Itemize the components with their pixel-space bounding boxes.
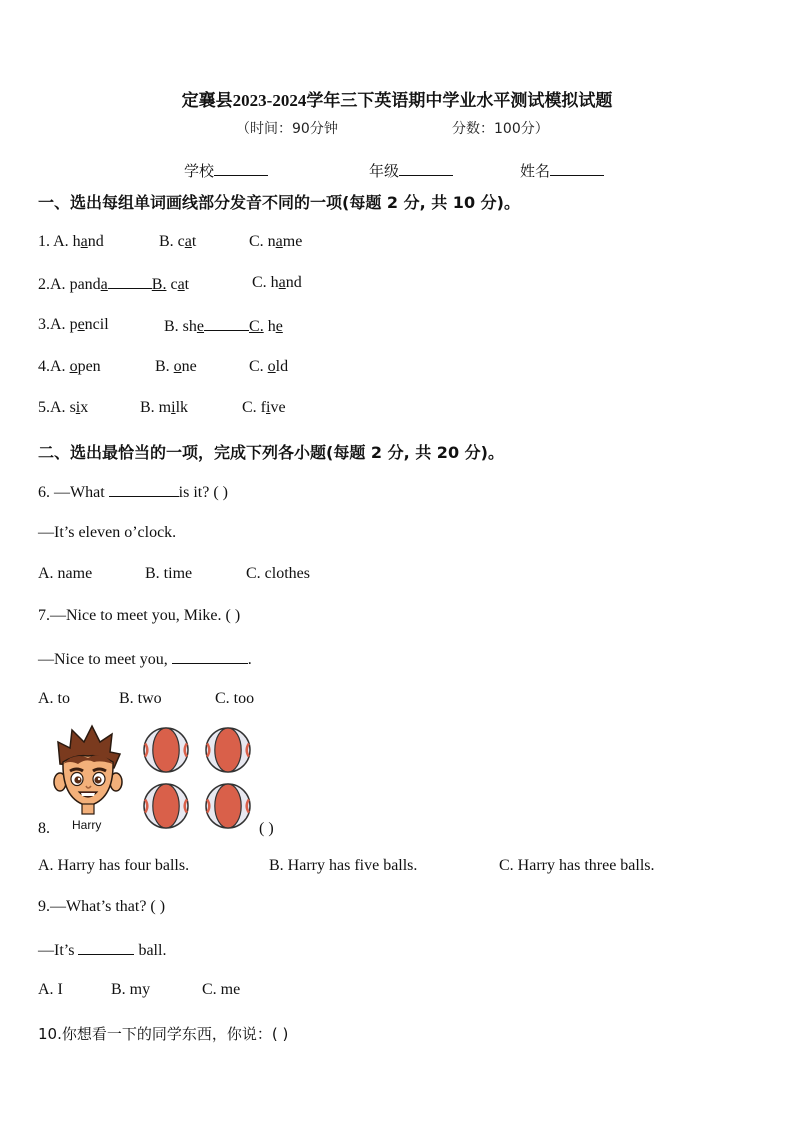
section1-heading: 一、选出每组单词画线部分发音不同的一项(每题 2 分, 共 10 分)。 [38,193,520,212]
q1-a: 1. A. hand [38,233,104,250]
q8-number: 8. [38,820,50,837]
q9-option-c: C. me [202,981,241,998]
section2-heading: 二、选出最恰当的一项，完成下列各小题(每题 2 分, 共 20 分)。 [38,443,504,462]
q3-a: 3.A. pencil [38,316,109,333]
q7-blank [172,649,248,664]
q9-option-b: B. my [111,981,151,998]
q6-answer-line: —It’s eleven o’clock. [38,524,177,541]
school-label: 学校 [184,162,215,180]
q9-stem: 9.—What’s that? ( ) [38,898,166,915]
name-blank [550,161,604,176]
q7-stem: 7.—Nice to meet you, Mike. ( ) [38,607,241,624]
beach-ball-icon [206,784,250,828]
exam-score: 分数：100分） [452,121,549,137]
q2-gap-line [108,274,152,289]
grade-label: 年级 [369,162,400,180]
q6-option-a: A. name [38,565,93,582]
q8-answer-paren: ( ) [259,820,274,837]
q2-c: C. hand [252,274,302,291]
q6-stem: 6. —What is it? ( ) [38,484,228,501]
q6-option-c: C. clothes [246,565,310,582]
q6-blank [109,482,179,497]
q9-option-a: A. I [38,981,63,998]
q8-option-b: B. Harry has five balls. [269,857,418,874]
q9-blank [78,940,134,955]
harry-cartoon-image [50,724,126,820]
q8-option-a: A. Harry has four balls. [38,857,190,874]
beach-ball-icon [206,728,250,772]
q5-c: C. five [242,399,286,416]
q6-option-b: B. time [145,565,193,582]
q10-stem: 10.你想看一下的同学东西，你说：( ) [38,1025,289,1043]
name-label: 姓名 [520,162,551,180]
q3-b: B. she C. he [164,318,283,335]
q5-b: B. milk [140,399,189,416]
q7-option-b: B. two [119,690,162,707]
school-field [184,160,268,181]
q3-gap-line [204,316,249,331]
q4-c: C. old [249,358,289,375]
q7-option-c: C. too [215,690,255,707]
name-field [520,160,604,181]
harry-caption: Harry [72,818,102,832]
grade-blank [399,161,453,176]
grade-field [369,160,453,181]
exam-time: （时间：90分钟 [236,121,338,137]
beach-ball-icon [144,784,188,828]
q7-option-a: A. to [38,690,70,707]
q4-a: 4.A. open [38,358,101,375]
q5-a: 5.A. six [38,399,89,416]
q4-b: B. one [155,358,197,375]
exam-title: 定襄县2023-2024学年三下英语期中学业水平测试模拟试题 [181,91,613,110]
q1-b: B. cat [159,233,197,250]
school-blank [214,161,268,176]
q9-answer: —It’s ball. [38,942,167,959]
q1-c: C. name [249,233,303,250]
balls-image [142,726,258,832]
q7-answer: —Nice to meet you, . [38,651,252,668]
q2-a: 2.A. panda B. cat [38,276,190,293]
beach-ball-icon [144,728,188,772]
q8-option-c: C. Harry has three balls. [499,857,655,874]
